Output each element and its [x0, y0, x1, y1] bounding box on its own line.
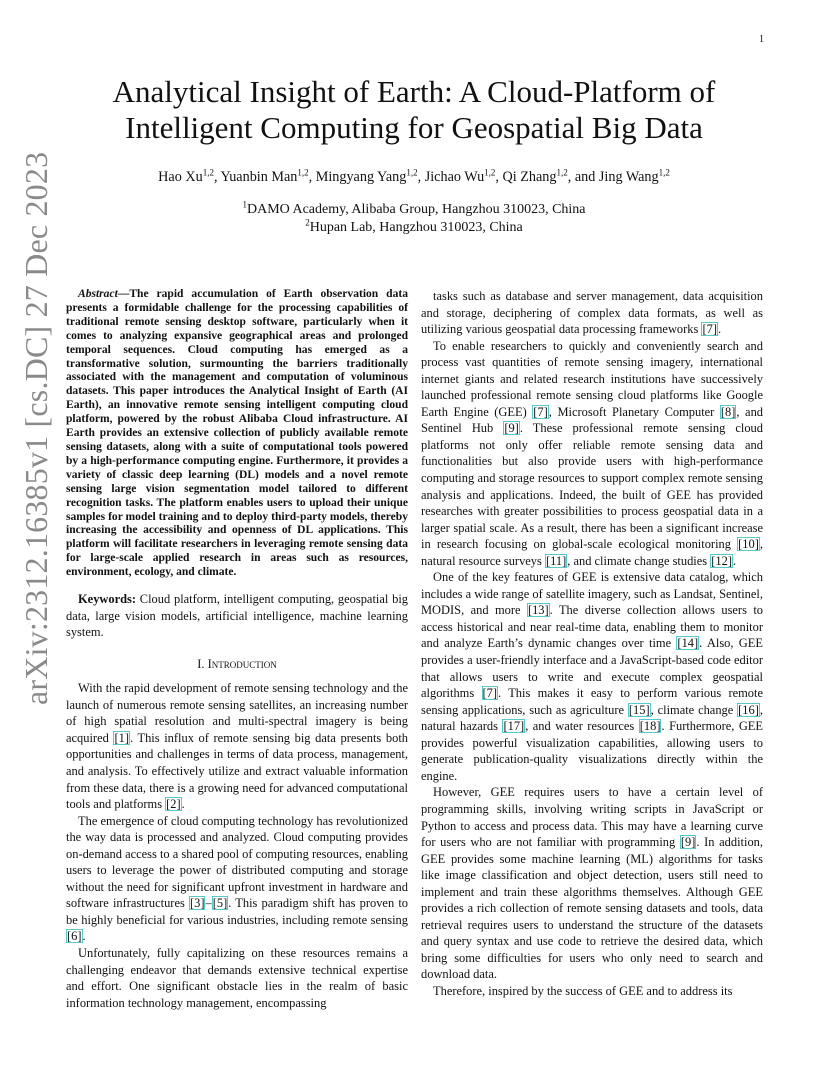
author-name: Jing Wang	[598, 169, 659, 185]
citation-link[interactable]: [8]	[720, 404, 736, 419]
citation-link[interactable]: [17]	[503, 719, 525, 734]
abstract-label: Abstract	[78, 288, 118, 300]
author-separator: ,	[495, 169, 503, 185]
citation-link[interactable]: [11]	[545, 553, 567, 568]
author-affiliation-marker: 1,2	[297, 167, 309, 178]
author-name: Qi Zhang	[502, 169, 557, 185]
affiliation-number: 2	[305, 217, 310, 228]
affiliation-line	[60, 201, 768, 219]
body-paragraph: With the rapid development of remote sensing technology and the launch of numerous remote sensing satellites, an increasing number of high spatial resolution and multi-spectral imagery is being acquired [1]. This influx of remote sensing big data presents both opportunities and challenges in terms of data process, management, and analysis. To effectively utilize and extract valuable information from these data, there is a growing need for advanced computational tools and platforms [2].	[66, 681, 408, 812]
right-column	[421, 288, 763, 1000]
affiliation-text: Hupan Lab, Hangzhou 310023, China	[309, 220, 523, 235]
citation-link[interactable]: [13]	[527, 603, 549, 618]
citation-link[interactable]: [14]	[677, 636, 699, 651]
citation-link[interactable]: [10]	[738, 537, 759, 552]
citation-link[interactable]: [1]	[114, 730, 129, 745]
body-paragraph: tasks such as database and server management, data acquisition and storage, deciphering of complex data formats, as well as utilizing various geospatial data processing frameworks [7].	[421, 289, 763, 337]
citation-link[interactable]: [5]	[212, 896, 228, 911]
page-number: 1	[759, 34, 764, 45]
body-paragraph: To enable researchers to quickly and conveniently search and process vast quantities of remote sensing imagery, international internet giants and related research institutions have successively launched professional remote sensing cloud platforms like Google Earth Engine (GEE) [7], Microsoft Planetary Computer [8], and Sentinel Hub [9]. These professional remote sensing cloud platforms not only offer reliable remote sensing data and functionalities but also provide users with high-performance computing and storage resources to support complex remote sensing analysis and applications. Indeed, the built of GEE has provided researches with greater possibilities to process geospatial data in a larger spatial scale. As a result, there has been a significant increase in research focusing on global-scale ecological monitoring [10], natural resource surveys [11], and climate change studies [12].	[421, 338, 764, 568]
author-name: Hao Xu	[158, 169, 203, 185]
title-line-1: Analytical Insight of Earth: A Cloud-Platform of	[112, 74, 716, 109]
author-name: Jichao Wu	[424, 169, 485, 185]
author-affiliation-marker: 1,2	[406, 167, 418, 178]
left-column	[66, 288, 408, 1011]
section-numeral: I.	[197, 656, 208, 671]
paper-title	[60, 74, 768, 146]
citation-link[interactable]: [9]	[680, 835, 696, 850]
body-paragraph: The emergence of cloud computing technology has revolutionized the way data is processed and analyzed. Cloud computing provides on-demand access to a shared pool of computing resources, enabling users to leverage the power of distributed computing and storage without the need for significant upfront investment in hardware and software infrastructures [3]–[5]. This paradigm shift has proven to be highly beneficial for various industries, including remote sensing [6].	[66, 813, 409, 944]
body-paragraph: One of the key features of GEE is extensive data catalog, which includes a wide range of satellite imagery, such as Landsat, Sentinel, MODIS, and more [13]. The diverse collection allows users to access historical and near real-time data, enabling them to monitor and analyze Earth’s dynamic changes over time [14]. Also, GEE provides a user-friendly interface and a JavaScript-based code editor that allows users to write and execute complex geospatial algorithms [7]. This makes it easy to perform various remote sensing applications, such as agriculture [15], climate change [16], natural hazards [17], and water resources [18]. Furthermore, GEE provides powerful visualization capabilities, allowing users to generate publication-quality visualizations directly within the engine.	[421, 570, 763, 783]
arxiv-identifier: arXiv:2312.16385v1 [cs.DC] 27 Dec 2023	[18, 151, 54, 705]
author-separator: ,	[308, 169, 316, 185]
abstract-body: —The rapid accumulation of Earth observation data presents a formidable challenge for the processing capabilities of traditional remote sensing desktop software, particularly when it comes to analyzing expansive geographical areas and prolonged temporal sequences. Cloud computing has emerged as a transformative solution, surmounting the barriers traditionally associated with the management and computation of voluminous datasets. This paper introduces the Analytical Insight of Earth (AI Earth), an innovative remote sensing intelligent computing cloud platform, powered by the robust Alibaba Cloud infrastructure. AI Earth provides an extensive collection of publicly available remote sensing datasets, along with a suite of computational tools powered by a high-performance computing engine. Furthermore, it provides a variety of classic deep learning (DL) models and a novel remote sensing large vision segmentation model tailored to different recognition tasks. The platform enables users to upload their unique samples for model training and to deploy third-party models, thereby increasing the accessibility and openness of DL applications. This platform will facilitate researchers in leveraging remote sensing data for large-scale applied research in areas such as resources, environment, ecology, and climate.	[66, 288, 408, 579]
citation-link[interactable]: [7]	[533, 404, 548, 419]
author-separator: , and	[567, 169, 599, 185]
citation-link[interactable]: [2]	[166, 797, 181, 812]
keywords	[66, 591, 408, 641]
citation-link[interactable]: [3]	[189, 896, 205, 911]
citation-link[interactable]: [18]	[639, 719, 661, 734]
citation-link[interactable]: [16]	[738, 702, 759, 717]
abstract	[66, 288, 408, 580]
author-list	[60, 169, 768, 186]
author-affiliation-marker: 1,2	[556, 167, 568, 178]
author-affiliation-marker: 1,2	[484, 167, 496, 178]
author-affiliation-marker: 1,2	[658, 167, 670, 178]
citation-link[interactable]: [7]	[482, 686, 498, 701]
citation-link[interactable]: [9]	[504, 421, 519, 436]
author-name: Mingyang Yang	[315, 169, 407, 185]
author-separator: ,	[213, 169, 221, 185]
citation-link[interactable]: [6]	[67, 929, 82, 944]
section-heading-introduction	[66, 656, 408, 673]
keywords-text: Cloud platform, intelligent computing, geospatial big data, large vision models, artificial intelligence, machine learning system.	[66, 592, 408, 640]
body-paragraph: Unfortunately, fully capitalizing on these resources remains a challenging endeavor that demands extensive technical expertise and effort. One significant obstacle lies in the realm of basic information technology management, encompassing	[66, 945, 408, 1010]
introduction-body-left	[66, 680, 408, 1011]
author-separator: ,	[417, 169, 425, 185]
author-name: Yuanbin Man	[220, 169, 298, 185]
body-paragraph: However, GEE requires users to have a certain level of programming skills, involving writing scripts in JavaScript or Python to access and process data. This may have a learning curve for users who are not familiar with programming [9]. In addition, GEE provides some machine learning (ML) algorithms for tasks like image classification and object detection, users still need to implement and train these algorithms themselves. Although GEE provides a rich collection of remote sensing datasets and tools, data retrieval requires users to understand the structure of the datasets and query syntax and use code to retrieve the desired data, which bring some difficulties for users who only need to search and download data.	[421, 785, 763, 982]
citation-link[interactable]: [7]	[702, 322, 717, 337]
affiliation-line	[60, 219, 768, 237]
title-line-2: Intelligent Computing for Geospatial Big Data	[125, 110, 703, 145]
body-paragraph: Therefore, inspired by the success of GEE and to address its	[433, 983, 733, 998]
citation-link[interactable]: [12]	[711, 553, 732, 568]
affiliations	[60, 201, 768, 237]
keywords-label: Keywords:	[78, 592, 137, 607]
affiliation-number: 1	[242, 199, 247, 210]
citation-link[interactable]: [15]	[628, 702, 650, 717]
section-title: Introduction	[207, 656, 277, 671]
affiliation-text: DAMO Academy, Alibaba Group, Hangzhou 310023, China	[246, 202, 586, 217]
author-affiliation-marker: 1,2	[202, 167, 214, 178]
